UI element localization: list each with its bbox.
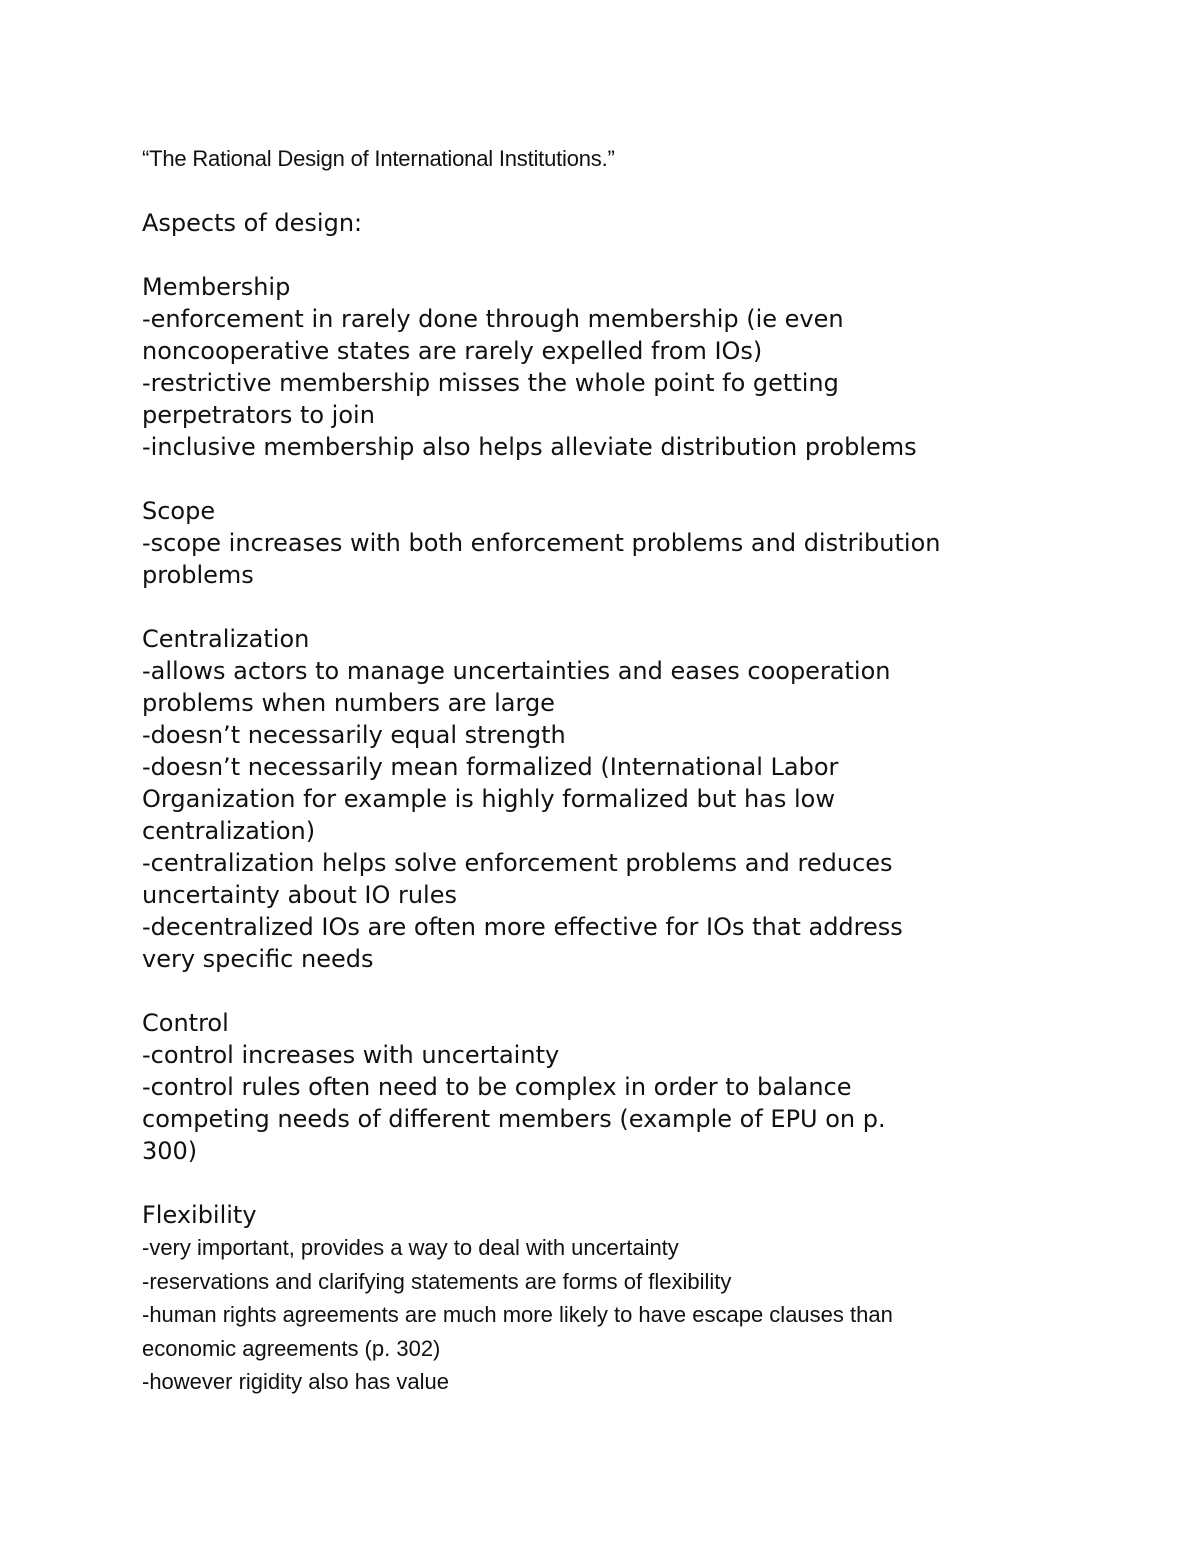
centralization-line: very specific needs bbox=[142, 945, 374, 973]
centralization-line: problems when numbers are large bbox=[142, 689, 555, 717]
flexibility-notes bbox=[142, 1231, 1072, 1399]
scope-line: -scope increases with both enforcement problems and distribution bbox=[142, 529, 941, 557]
control-heading: Control bbox=[142, 1009, 229, 1037]
centralization-line: centralization) bbox=[142, 817, 316, 845]
centralization-line: -decentralized IOs are often more effective for IOs that address bbox=[142, 913, 903, 941]
centralization-line: -centralization helps solve enforcement problems and reduces bbox=[142, 849, 893, 877]
membership-line: noncooperative states are rarely expelled from IOs) bbox=[142, 337, 763, 365]
control-line: -control rules often need to be complex in order to balance bbox=[142, 1073, 852, 1101]
centralization-line: -doesn’t necessarily mean formalized (International Labor bbox=[142, 753, 839, 781]
flexibility-line: -however rigidity also has value bbox=[142, 1369, 449, 1394]
flexibility-line: -very important, provides a way to deal with uncertainty bbox=[142, 1235, 679, 1260]
membership-line: -inclusive membership also helps alleviate distribution problems bbox=[142, 433, 917, 461]
flexibility-line: -reservations and clarifying statements are forms of flexibility bbox=[142, 1268, 732, 1294]
flexibility-line: economic agreements (p. 302) bbox=[142, 1335, 441, 1361]
membership-line: -enforcement in rarely done through membership (ie even bbox=[142, 305, 844, 333]
membership-line: perpetrators to join bbox=[142, 401, 375, 429]
centralization-line: uncertainty about IO rules bbox=[142, 881, 457, 909]
flexibility-line: -human rights agreements are much more likely to have escape clauses than bbox=[142, 1302, 893, 1327]
scope-line: problems bbox=[142, 561, 254, 589]
intro-heading: Aspects of design: bbox=[142, 209, 363, 237]
scope-heading: Scope bbox=[142, 497, 216, 525]
control-line: 300) bbox=[142, 1137, 198, 1165]
document-title: “The Rational Design of International Institutions.” bbox=[142, 146, 615, 171]
control-line: -control increases with uncertainty bbox=[142, 1041, 560, 1069]
centralization-line: -doesn’t necessarily equal strength bbox=[142, 721, 566, 749]
centralization-line: Organization for example is highly formalized but has low bbox=[142, 785, 835, 813]
flexibility-heading: Flexibility bbox=[142, 1201, 257, 1229]
membership-line: -restrictive membership misses the whole point fo getting bbox=[142, 369, 839, 397]
notes-body bbox=[142, 207, 1072, 1231]
control-line: competing needs of different members (example of EPU on p. bbox=[142, 1105, 886, 1133]
membership-heading: Membership bbox=[142, 273, 291, 301]
centralization-line: -allows actors to manage uncertainties and eases cooperation bbox=[142, 657, 891, 685]
centralization-heading: Centralization bbox=[142, 625, 310, 653]
